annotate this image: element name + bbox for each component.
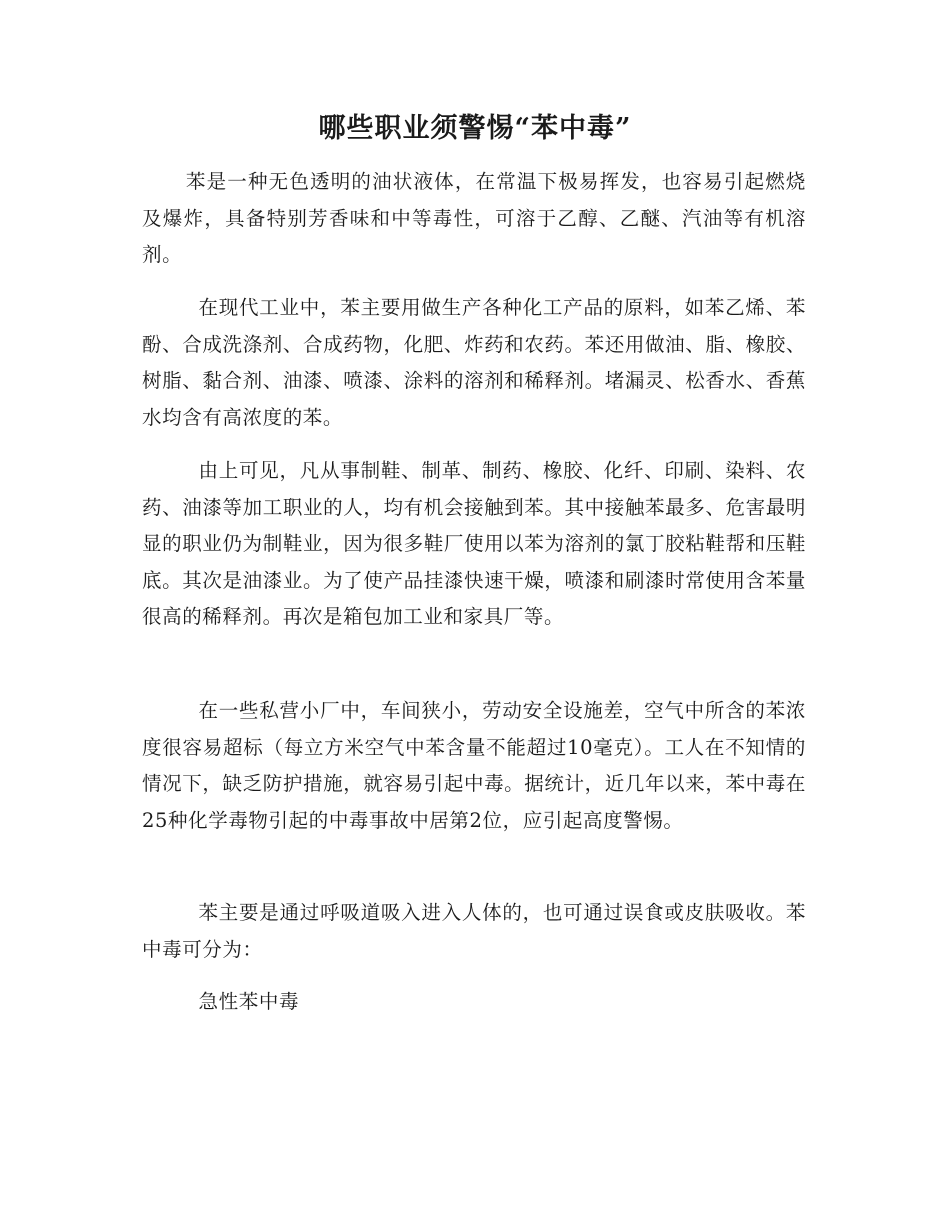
section-heading-acute-poisoning: 急性苯中毒 [198,990,300,1013]
paragraph-industrial-use: 在现代工业中，苯主要用做生产各种化工产品的原料，如苯乙烯、苯酚、合成洗涤剂、合成药物，化肥、炸药和农药。苯还用做油、脂、橡胶、树脂、黏合剂、油漆、喷漆、涂料的溶剂和稀释剂。堵漏灵、松香水、香蕉水均含有高浓度的苯。 [142,296,806,429]
paragraph-exposure-routes: 苯主要是通过呼吸道吸入进入人体的，也可通过误食或皮肤吸收。苯中毒可分为： [142,901,806,961]
document-title: 哪些职业须警惕“苯中毒” [318,113,632,144]
paragraph-occupations: 由上可见，凡从事制鞋、制革、制药、橡胶、化纤、印刷、染料、农药、油漆等加工职业的人，均有机会接触到苯。其中接触苯最多、危害最明显的职业仍为制鞋业，因为很多鞋厂使用以苯为溶剂的氯丁胶粘鞋帮和压鞋底。其次是油漆业。为了使产品挂漆快速干燥，喷漆和刷漆时常使用含苯量很高的稀释剂。再次是箱包加工业和家具厂等。 [142,459,806,629]
paragraph-intro: 苯是一种无色透明的油状液体，在常温下极易挥发，也容易引起燃烧及爆炸，具备特别芳香味和中等毒性，可溶于乙醇、乙醚、汽油等有机溶剂。 [142,170,806,267]
paragraph-small-factories: 在一些私营小厂中，车间狭小，劳动安全设施差，空气中所含的苯浓度很容易超标（每立方米空气中苯含量不能超过10毫克）。工人在不知情的情况下，缺乏防护措施，就容易引起中毒。据统计，近几年以来，苯中毒在25种化学毒物引起的中毒事故中居第2位，应引起高度警惕。 [142,699,806,832]
